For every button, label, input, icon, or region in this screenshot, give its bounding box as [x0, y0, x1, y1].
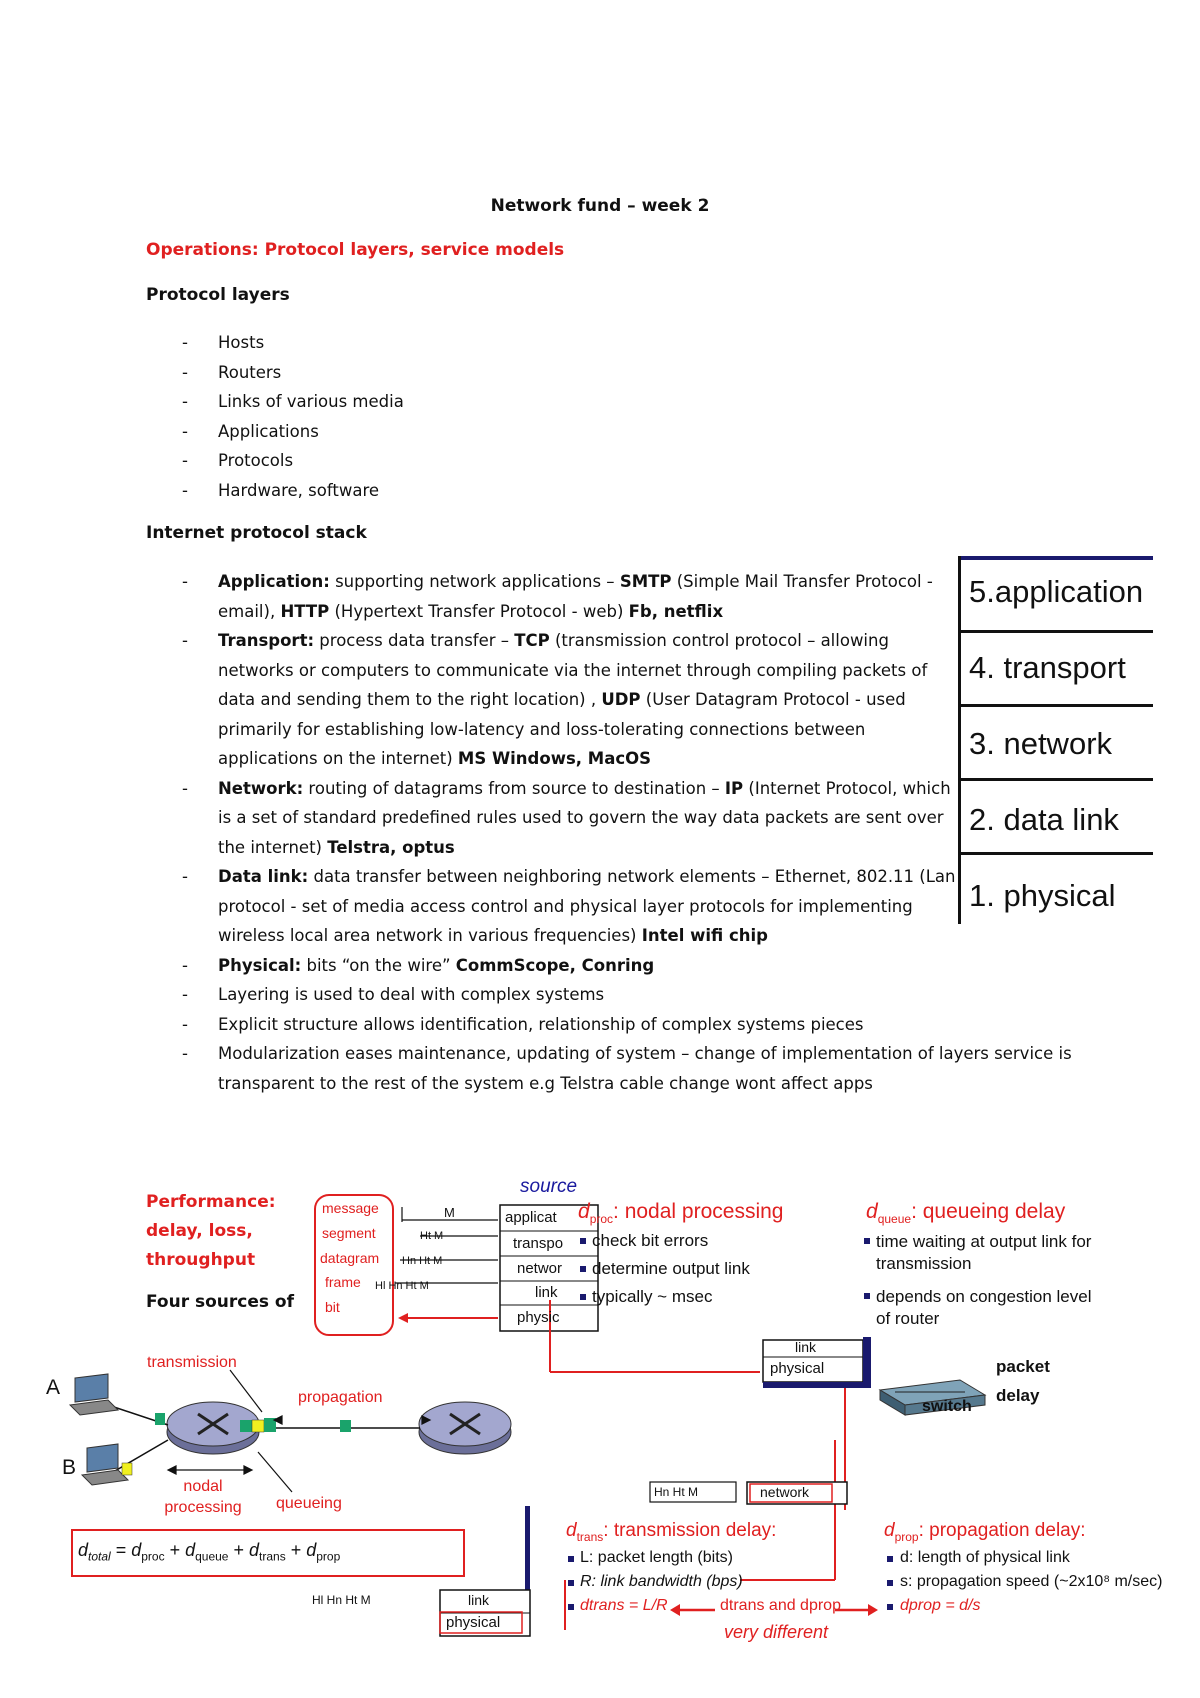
item-text: process data transfer –	[314, 631, 515, 650]
dest-link-layer: link	[468, 1592, 490, 1608]
label-line: delay	[996, 1386, 1040, 1405]
subscript: proc	[141, 1549, 165, 1564]
dest-physical-layer: physical	[446, 1614, 501, 1631]
item-bold: IP	[724, 778, 744, 798]
list-item: - Hosts	[146, 328, 404, 358]
symbol: d	[866, 1200, 878, 1223]
source-layer: link	[535, 1284, 558, 1301]
dprop-item: dprop = d/s	[900, 1597, 981, 1614]
item-bold: TCP	[514, 631, 550, 650]
item-label: Transport:	[218, 631, 315, 650]
source-layer: physic	[517, 1309, 560, 1326]
list-item: - Hardware, software	[146, 476, 404, 506]
item-label: Application:	[218, 572, 330, 591]
dtrans-item: R: link bandwidth (bps)	[580, 1573, 743, 1590]
source-layer: applicat	[505, 1209, 557, 1226]
item-bold: HTTP	[280, 601, 330, 621]
operator: +	[228, 1540, 249, 1560]
layer-data-link: 2. data link	[969, 802, 1119, 837]
pdu-label: frame	[325, 1274, 361, 1290]
operator: +	[285, 1540, 307, 1560]
very-different-label: very different	[724, 1622, 829, 1642]
item-bold: Fb, netflix	[628, 601, 724, 621]
list-item: - Layering is used to deal with complex systems	[146, 980, 976, 1010]
protocol-layers-heading: Protocol layers	[146, 285, 290, 305]
subscript: total	[88, 1549, 111, 1564]
item-label: Physical:	[218, 955, 302, 975]
symbol: d	[566, 1520, 577, 1541]
title-line: throughput	[146, 1250, 256, 1270]
title-line: delay, loss,	[146, 1221, 253, 1241]
title-text: : queueing delay	[911, 1200, 1066, 1223]
transmission-label: transmission	[147, 1354, 237, 1371]
item-text: (transmission control protocol – allowing networks or computers to communicate via the internet through compiling packets of data and sending them to the right location) ,	[218, 631, 928, 709]
host-a-label: A	[46, 1376, 61, 1399]
dprop-title	[884, 1520, 1086, 1544]
pdu-label: segment	[322, 1225, 376, 1241]
host-b-label: B	[62, 1456, 77, 1479]
operator: =	[110, 1540, 132, 1560]
pdu-label: datagram	[320, 1250, 380, 1266]
list-item: - Routers	[146, 358, 404, 388]
layer-transport: 4. transport	[969, 650, 1126, 685]
pdu-label: message	[322, 1200, 379, 1216]
source-label: source	[520, 1176, 578, 1197]
subscript: prop	[894, 1529, 919, 1544]
label-line: processing	[164, 1499, 242, 1516]
layer-network: 3. network	[969, 726, 1113, 761]
symbol: d	[578, 1200, 590, 1223]
item-bold: Intel wifi chip	[641, 926, 768, 945]
four-sources-label: Four sources of	[146, 1292, 295, 1312]
dproc-title	[578, 1200, 783, 1226]
item-label: Network:	[218, 778, 304, 798]
list-item: - Modularization eases maintenance, updating of system – change of implementation of layers service is transparent to the rest of the system e.g Telstra cable change wont affect apps	[146, 1039, 1078, 1098]
source-layer: networ	[517, 1260, 563, 1277]
list-item: - Links of various media	[146, 387, 404, 417]
item-text: (User Datagram Protocol - used primarily for establishing low-latency and loss-tolerating connections between applications on the internet)	[218, 690, 906, 768]
dest-bottom-header: Hl Hn Ht M	[312, 1593, 371, 1607]
dqueue-item: time waiting at output link for transmission	[876, 1232, 1092, 1273]
header-ht-m: Ht M	[420, 1230, 444, 1242]
label-line: packet	[996, 1357, 1050, 1376]
dest-network-layer: network	[760, 1484, 810, 1500]
item-text: supporting network applications –	[329, 572, 620, 591]
subscript: queue	[195, 1549, 229, 1564]
item-bold: UDP	[601, 690, 641, 709]
header-m: M	[444, 1205, 455, 1220]
item-text: (Hypertext Transfer Protocol - web)	[329, 601, 629, 621]
symbol: d	[249, 1540, 260, 1560]
dprop-item: d: length of physical link	[900, 1549, 1070, 1566]
symbol: d	[884, 1520, 895, 1541]
packet-icon	[155, 1413, 165, 1425]
symbol: d	[78, 1540, 89, 1560]
title-line: Performance:	[146, 1192, 276, 1212]
queueing-label: queueing	[276, 1495, 342, 1512]
header-hl-hn-ht-m: Hl Hn Ht M	[375, 1280, 429, 1292]
propagation-label: propagation	[298, 1389, 383, 1406]
compare-label: dtrans and dprop	[720, 1597, 841, 1614]
computer-a-icon	[70, 1374, 118, 1415]
item-text: bits “on the wire”	[301, 955, 456, 975]
symbol: d	[306, 1540, 317, 1560]
performance-title	[146, 1188, 276, 1275]
symbol: d	[185, 1540, 196, 1560]
computer-b-icon	[82, 1444, 128, 1485]
pdu-label: bit	[325, 1299, 340, 1315]
header-hn-ht-m: Hn Ht M	[402, 1255, 443, 1267]
list-item: - Protocols	[146, 446, 404, 476]
operator: +	[164, 1540, 186, 1560]
document-title: Network fund – week 2	[490, 196, 710, 216]
subscript: prop	[316, 1549, 341, 1564]
title-text: : propagation delay:	[918, 1520, 1086, 1541]
item-label: Data link:	[218, 867, 309, 886]
item-bold: MS Windows, MacOS	[457, 749, 652, 768]
symbol: d	[131, 1540, 142, 1560]
item-bold: CommScope, Conring	[455, 955, 655, 975]
subscript: trans	[576, 1529, 604, 1544]
internet-stack-heading: Internet protocol stack	[146, 523, 367, 543]
item-bold: Telstra, optus	[327, 837, 455, 857]
item-text: data transfer between neighboring network elements – Ethernet, 802.11 (Lan protocol - set of media access control and physical layer protocols for implementing wireless local area network in various frequencies)	[218, 867, 956, 945]
switch-label: switch	[922, 1398, 972, 1415]
router-b-icon	[419, 1402, 511, 1454]
list-item: - Explicit structure allows identification, relationship of complex systems pieces	[146, 1010, 976, 1040]
subscript: trans	[259, 1549, 286, 1564]
packet-icon	[340, 1420, 351, 1432]
delay-formula	[78, 1540, 340, 1564]
dprop-item: s: propagation speed (~2x10⁸ m/sec)	[900, 1573, 1163, 1590]
dproc-item: typically ~ msec	[592, 1287, 713, 1306]
section-heading: Operations: Protocol layers, service models	[146, 240, 565, 260]
item-bold: SMTP	[619, 572, 672, 591]
item-text: routing of datagrams from source to destination –	[303, 778, 725, 798]
subscript: queue	[877, 1212, 912, 1227]
dqueue-item: depends on congestion level of router	[876, 1287, 1092, 1328]
title-text: : nodal processing	[613, 1200, 784, 1223]
dqueue-title	[866, 1200, 1065, 1226]
dest-header: Hn Ht M	[654, 1485, 699, 1499]
dproc-item: check bit errors	[592, 1231, 709, 1250]
list-item: - Applications	[146, 417, 404, 447]
layer-application: 5.application	[969, 574, 1144, 609]
switch-layer: link	[795, 1339, 817, 1355]
packet-icon	[252, 1420, 264, 1432]
packet-delay-label	[996, 1352, 1050, 1410]
dtrans-item: dtrans = L/R	[580, 1597, 668, 1614]
dtrans-title	[566, 1520, 776, 1544]
dproc-item: determine output link	[592, 1259, 750, 1278]
nodal-processing-label	[158, 1476, 248, 1518]
packet-icon	[240, 1420, 252, 1432]
source-layer: transpo	[513, 1235, 564, 1252]
switch-layer: physical	[770, 1360, 825, 1377]
subscript: proc	[589, 1212, 614, 1227]
packet-icon	[122, 1463, 132, 1475]
item-text: (Simple Mail Transfer Protocol - email),	[218, 572, 933, 621]
label-line: nodal	[183, 1478, 223, 1495]
title-text: : transmission delay:	[603, 1520, 777, 1541]
layer-physical: 1. physical	[969, 878, 1116, 913]
item-text: (Internet Protocol, which is a set of standard predefined rules used to govern the way data packets are sent over the internet)	[218, 778, 951, 857]
dtrans-item: L: packet length (bits)	[580, 1549, 733, 1566]
